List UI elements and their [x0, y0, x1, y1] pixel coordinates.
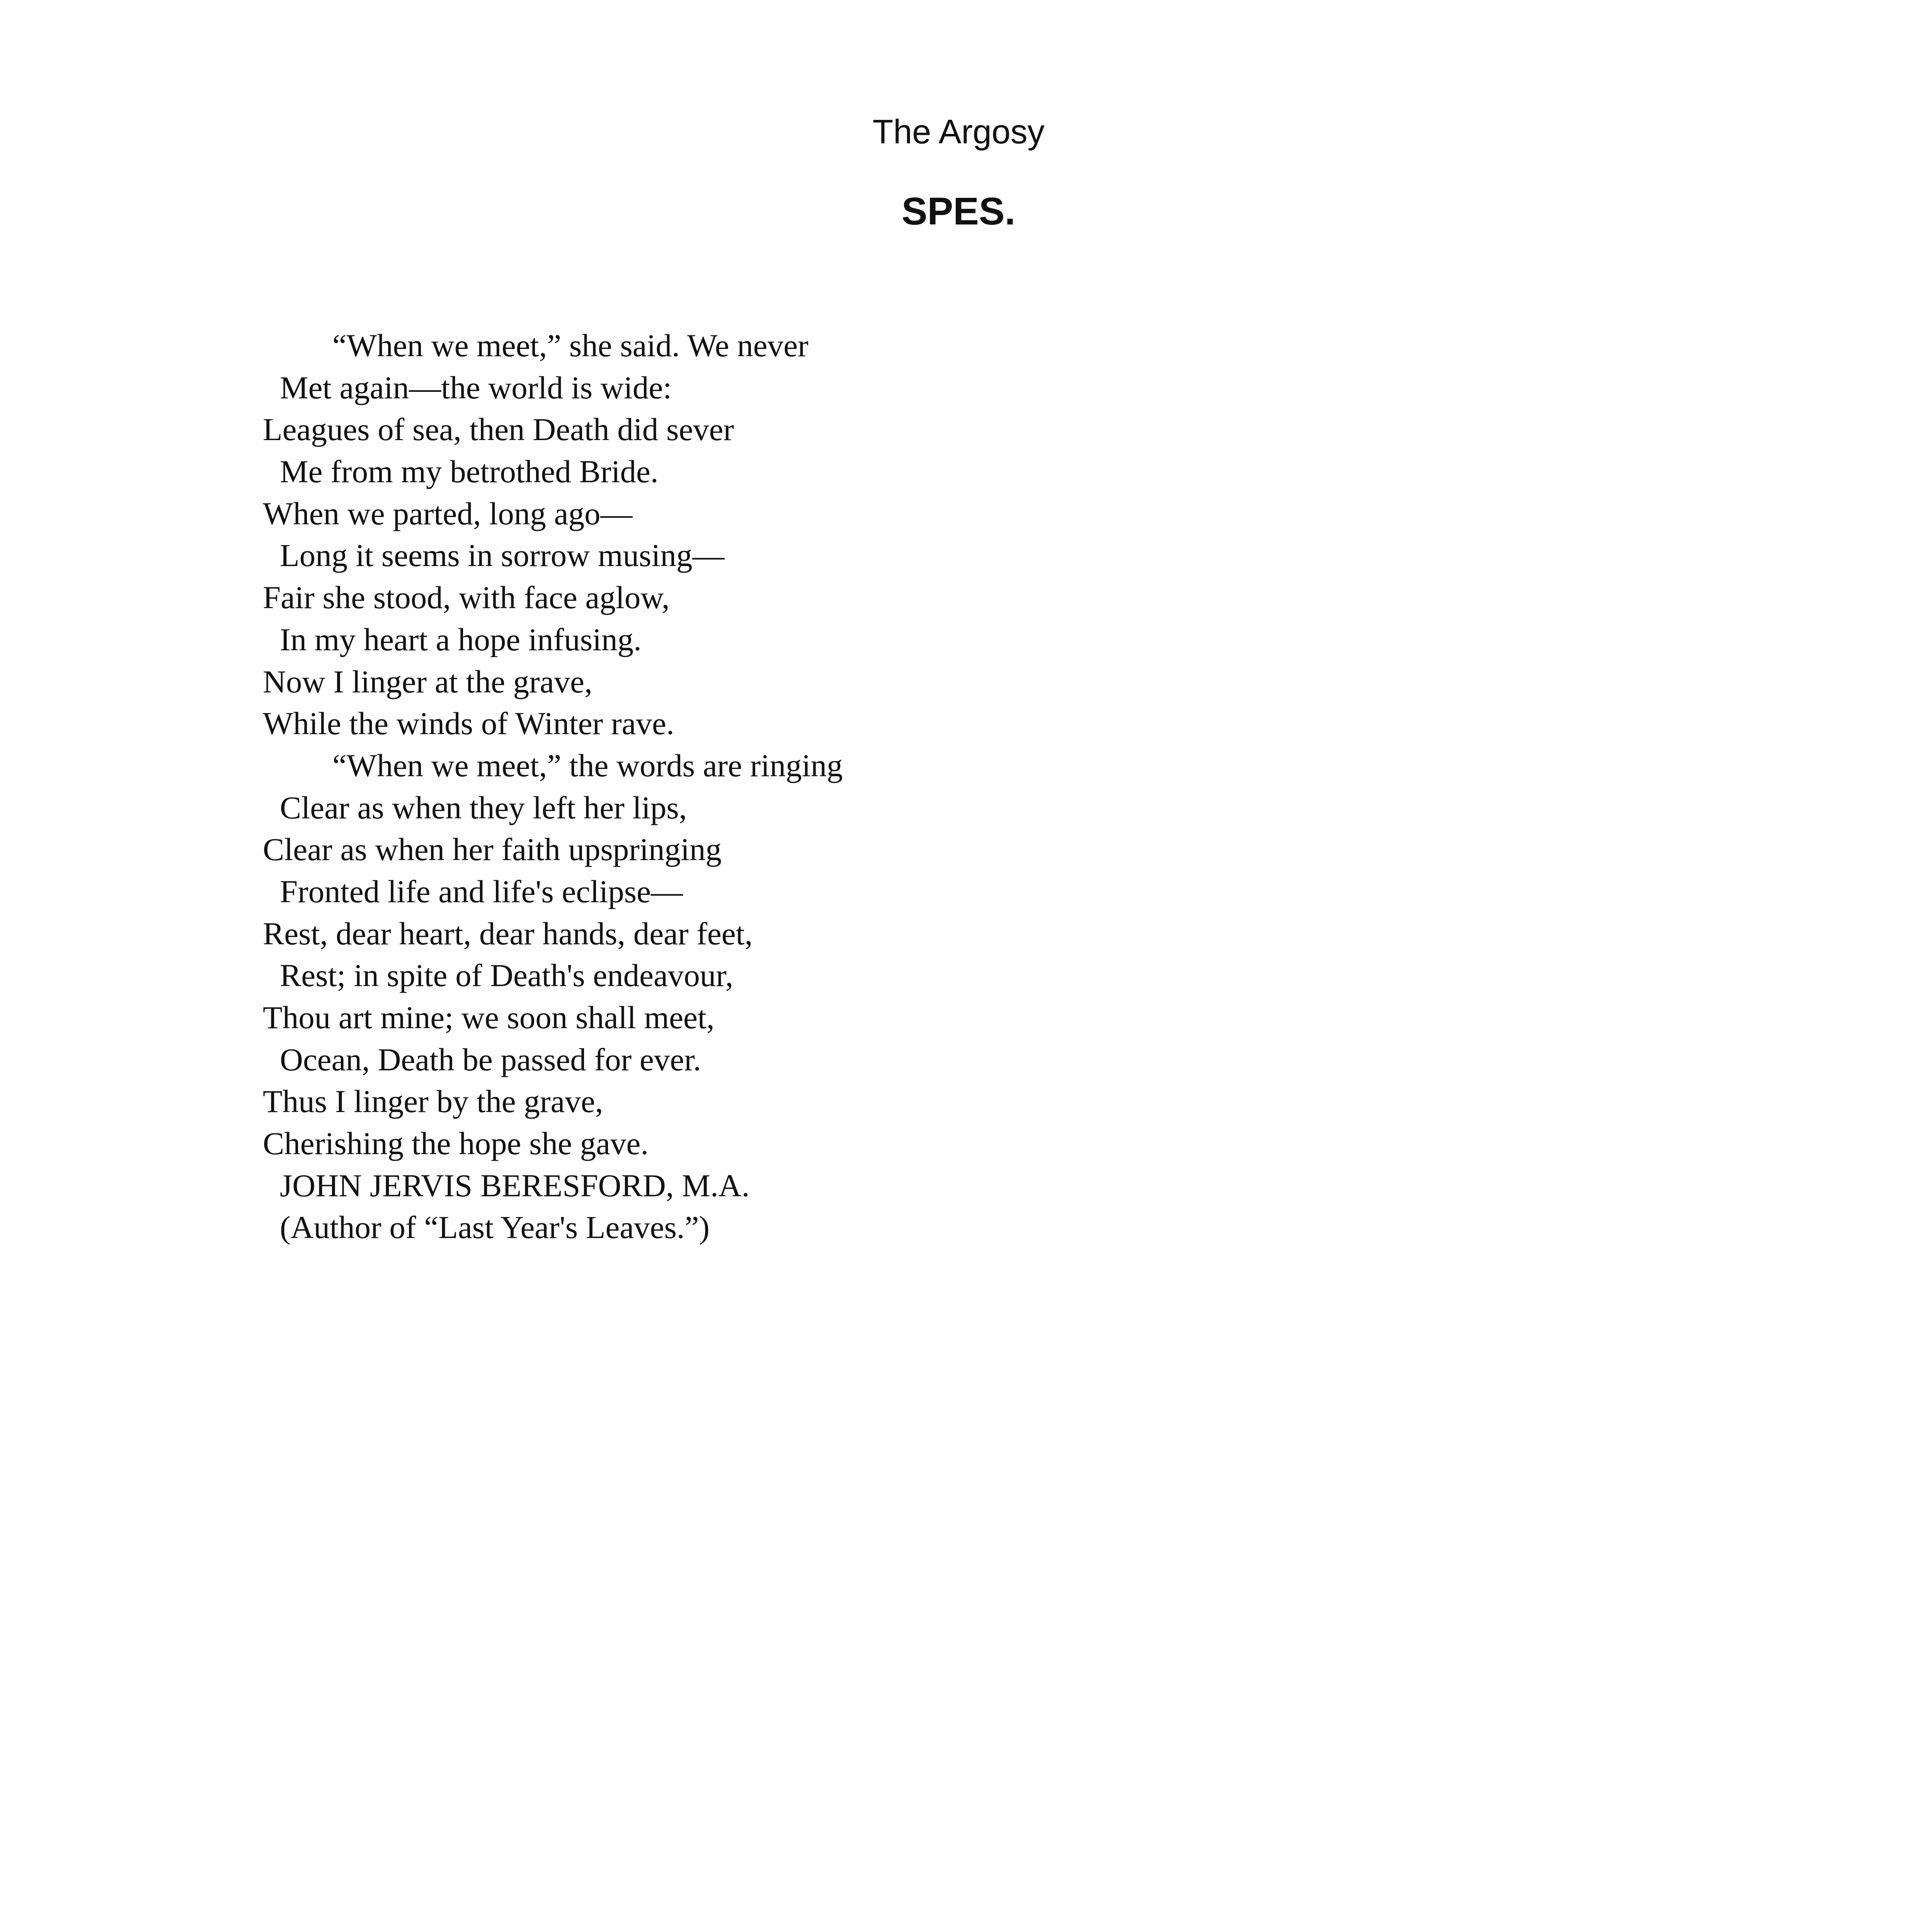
poem-line: Cherishing the hope she gave. [263, 1126, 649, 1162]
poem-line: Fair she stood, with face aglow, [263, 580, 670, 616]
poem-line: Thou art mine; we soon shall meet, [263, 1000, 715, 1035]
poem-line: Rest; in spite of Death's endeavour, [280, 957, 734, 993]
poem-line: Now I linger at the grave, [263, 663, 592, 699]
poem-line: Leagues of sea, then Death did sever [263, 412, 734, 447]
poem-line: Thus I linger by the grave, [263, 1083, 603, 1119]
poem-line: “When we meet,” she said. We never [332, 328, 809, 363]
poem-line: Clear as when her faith upspringing [263, 832, 722, 867]
poem-line: Ocean, Death be passed for ever. [280, 1041, 701, 1077]
poem-line: Fronted life and life's eclipse— [280, 873, 683, 909]
poem-line: “When we meet,” the words are ringing [332, 747, 843, 783]
poem-body [263, 325, 1268, 1248]
running-head: The Argosy [872, 112, 1045, 151]
poem-author-note: (Author of “Last Year's Leaves.”) [280, 1209, 710, 1245]
poem-line: Me from my betrothed Bride. [280, 454, 659, 490]
poem-line: Met again—the world is wide: [280, 369, 672, 405]
poem-author: JOHN JERVIS BERESFORD, M.A. [280, 1167, 750, 1203]
poem-line: Rest, dear heart, dear hands, dear feet, [263, 915, 753, 951]
poem-line: When we parted, long ago— [263, 495, 633, 531]
poem-line: While the winds of Winter rave. [263, 706, 674, 742]
poem-title: SPES. [901, 190, 1016, 233]
poem-line: Clear as when they left her lips, [280, 789, 687, 825]
poem-line: Long it seems in sorrow musing— [280, 537, 725, 573]
poem-line: In my heart a hope infusing. [280, 621, 642, 657]
